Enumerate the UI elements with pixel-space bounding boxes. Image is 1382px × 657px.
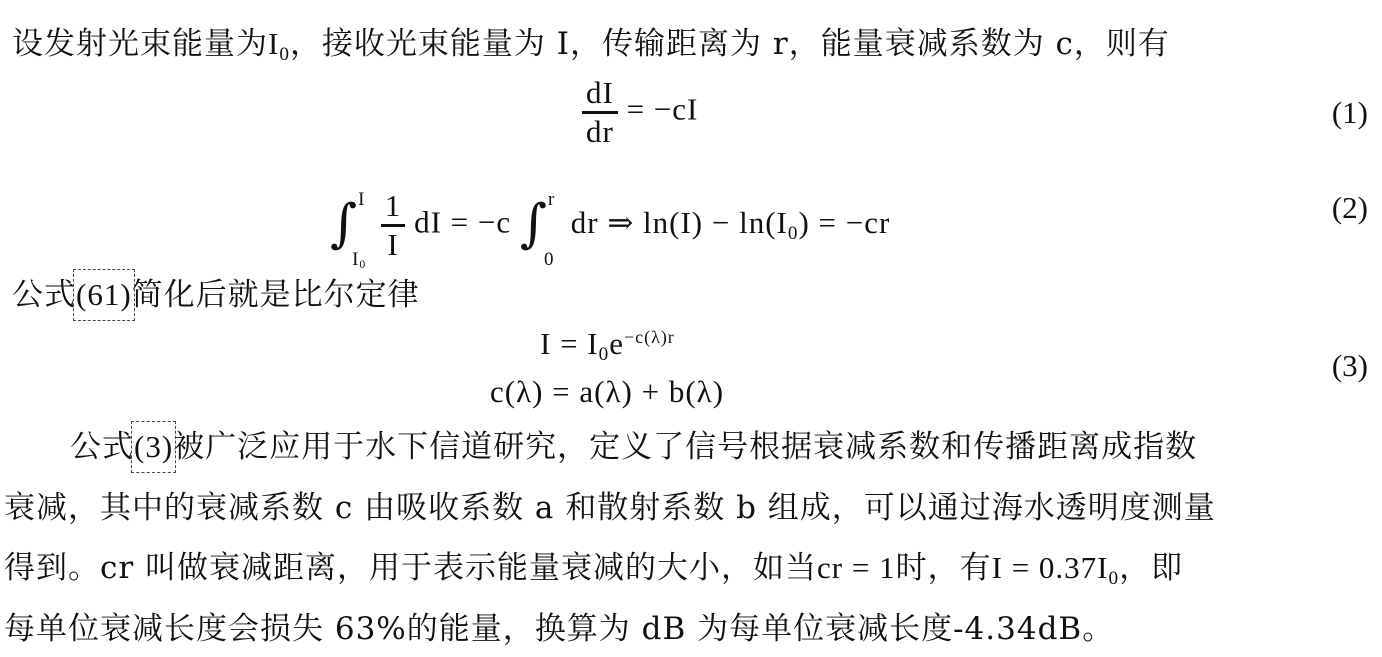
equation-reference-61[interactable]: (61) (76, 275, 132, 315)
paragraph-line-3: 得到。cr 叫做衰减距离，用于表示能量衰减的大小，如当cr = 1时，有I = 0.37I0，即 (4, 550, 1184, 590)
integral-sign-1: ∫ (330, 193, 359, 254)
equation-1 (582, 75, 698, 150)
equation-reference-3[interactable]: (3) (134, 427, 173, 467)
equation-2-middle: dI = −c (405, 204, 520, 240)
intro-line (12, 24, 1170, 64)
equation-2: ∫ I I0 $\frac{1}{I}$ dI = −c ∫ r 0 dr ⇒ ln(I) − ln(I0) = −cr (330, 188, 891, 272)
equation-3-line-1: $I = I0e^{-c(\lambda)r}$ (540, 326, 675, 366)
paragraph-line-4: 每单位衰减长度会损失 63%的能量，换算为 dB 为每单位衰减长度-4.34dB。 (4, 611, 1115, 647)
fraction-1-over-I: $\frac{1}{I}$ (381, 188, 406, 263)
equation-1-rhs: = −cI (617, 91, 699, 127)
equation-2-tail: dr ⇒ ln(I) − ln(I0) = −cr (570, 204, 891, 244)
beer-law-sentence: 公式 (61)简化后就是比尔定律 (12, 275, 420, 315)
fraction-dI-dr: $\frac{dI}{dr}$ (582, 75, 618, 150)
equation-number-2: (2) (1331, 190, 1368, 225)
integral-sign-2: ∫ (519, 193, 548, 254)
paragraph-line-2: 衰减，其中的衰减系数 c 由吸收系数 a 和散射系数 b 组成，可以通过海水透明度测量 (4, 490, 1216, 526)
equation-number-1: (1) (1331, 95, 1368, 130)
intro-text-2: ，接收光束能量为 I，传输距离为 r，能量衰减系数为 c，则有 (289, 26, 1170, 62)
intro-text-1: 设发射光束能量为 (12, 26, 268, 62)
symbol-I0: I0 (268, 26, 290, 66)
equation-3-line-2: c(λ) = a(λ) + b(λ) (490, 374, 725, 409)
paragraph-line-1: 公式 (3)被广泛应用于水下信道研究，定义了信号根据衰减系数和传播距离成指数 (70, 427, 1197, 467)
equation-number-3: (3) (1331, 348, 1368, 383)
